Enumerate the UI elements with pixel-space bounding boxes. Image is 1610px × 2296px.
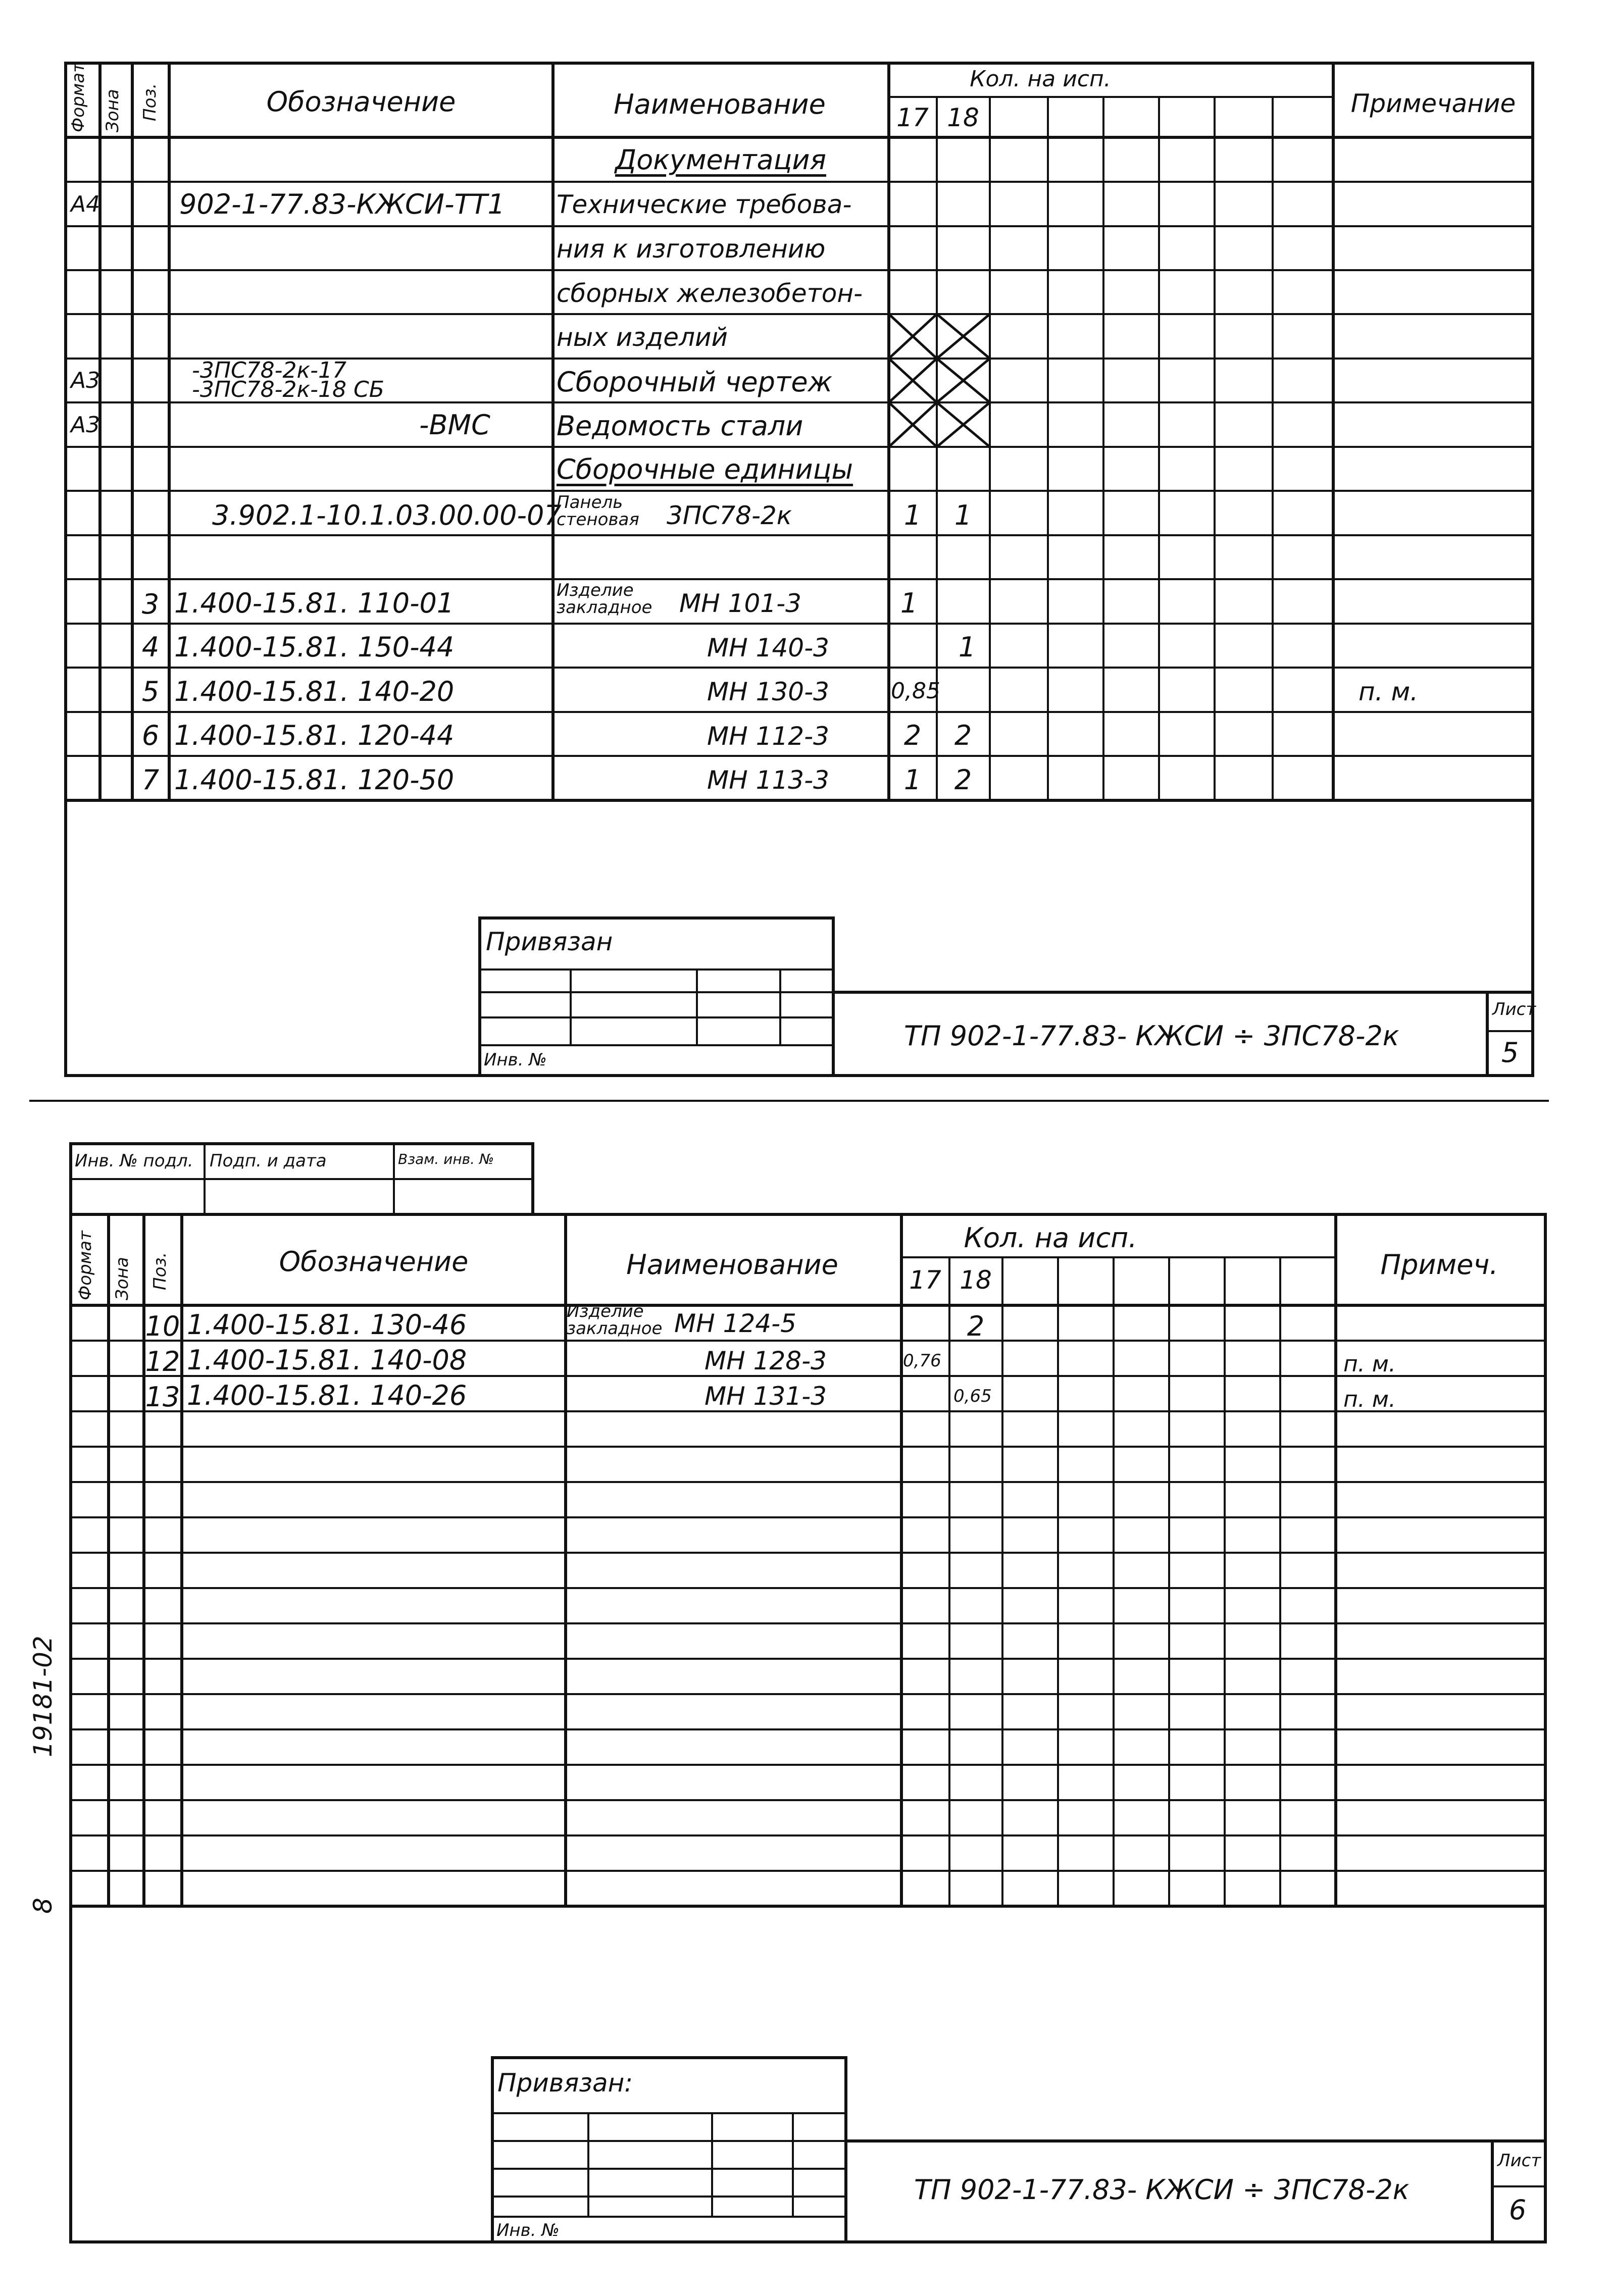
row-qty-17: 1 — [903, 764, 922, 796]
stamp-bound: Привязан: — [497, 2068, 633, 2098]
row-designation: 1.400-15.81. 150-44 — [174, 631, 455, 663]
row-name: МН 113-3 — [707, 766, 829, 795]
stamp-doc-number: ТП 902-1-77.83- КЖСИ ÷ 3ПС78-2к — [914, 2174, 1410, 2206]
row-pos: 7 — [141, 764, 160, 796]
margin-number: 8 — [28, 1898, 58, 1914]
header-qty-18: 18 — [947, 103, 979, 132]
header-zone: Зона — [112, 1257, 132, 1300]
header-qty-group: Кол. на исп. — [970, 66, 1111, 92]
stamp-sheet-number: 5 — [1501, 1037, 1519, 1068]
row-pos: 3 — [141, 588, 160, 620]
row-name: МН 140-3 — [707, 633, 829, 662]
row-pos: 10 — [145, 1310, 180, 1342]
stamp-inv: Инв. № — [484, 1050, 547, 1070]
row-format: А3 — [71, 412, 100, 438]
row-qty-17: 1 — [903, 499, 922, 531]
header-format: Формат — [75, 1231, 95, 1300]
row-name: Ведомость стали — [557, 410, 803, 442]
row-name-small: Панель стеновая — [557, 492, 639, 530]
stamp-sheet-number: 6 — [1508, 2194, 1527, 2226]
header-qty-group: Кол. на исп. — [964, 1222, 1137, 1254]
row-designation: 1.400-15.81. 130-46 — [187, 1309, 467, 1341]
row-name: МН 112-3 — [707, 722, 829, 751]
row-qty-17: 0,76 — [903, 1351, 941, 1371]
section-documentation: Документация — [615, 144, 826, 176]
header-qty-17: 17 — [909, 1265, 941, 1295]
row-name-small: Изделие закладное — [567, 1301, 663, 1339]
header-pos: Поз. — [140, 83, 160, 121]
header-name: Наименование — [614, 88, 826, 120]
row-designation: 1.400-15.81. 110-01 — [174, 587, 455, 619]
row-pos: 6 — [141, 720, 160, 751]
row-designation: 1.400-15.81. 140-08 — [187, 1344, 467, 1376]
row-name: МН 128-3 — [705, 1346, 827, 1375]
row-designation: -ВМС — [419, 409, 490, 441]
header-name: Наименование — [626, 1249, 838, 1281]
row-name: МН 131-3 — [705, 1382, 827, 1411]
row-designation: 1.400-15.81. 120-50 — [174, 764, 455, 796]
header-format: Формат — [68, 63, 88, 132]
row-qty-17: 1 — [900, 587, 918, 619]
margin-code: 19181-02 — [28, 1636, 58, 1757]
top-stamp-repl-inv: Взам. инв. № — [398, 1151, 494, 1167]
row-note: п. м. — [1359, 677, 1419, 706]
row-qty-18: 1 — [954, 499, 972, 531]
row-qty-18: 2 — [967, 1310, 985, 1342]
row-note: п. м. — [1343, 1351, 1396, 1377]
stamp-bound: Привязан — [486, 927, 613, 956]
row-qty-18: 1 — [958, 631, 976, 663]
row-format: А3 — [71, 368, 100, 393]
row-name-small: Изделие закладное — [557, 580, 652, 618]
header-qty-18: 18 — [960, 1265, 992, 1295]
row-designation: 1.400-15.81. 140-20 — [174, 676, 455, 707]
row-designation: -3ПС78-2к-17 — [192, 358, 346, 383]
row-qty-18: 0,65 — [953, 1386, 992, 1406]
stamp-doc-number: ТП 902-1-77.83- КЖСИ ÷ 3ПС78-2к — [904, 1020, 1399, 1052]
header-pos: Поз. — [150, 1252, 170, 1290]
row-qty-17: 2 — [903, 720, 922, 751]
header-note: Примечание — [1350, 89, 1516, 118]
row-designation-2: -3ПС78-2к-18 СБ — [192, 377, 384, 402]
row-name: МН 101-3 — [679, 589, 801, 618]
row-pos: 13 — [145, 1381, 180, 1413]
row-name: МН 124-5 — [674, 1309, 796, 1338]
row-name: Сборочный чертеж — [557, 366, 833, 398]
row-note: п. м. — [1343, 1387, 1396, 1412]
row-designation: 902-1-77.83-КЖСИ-ТТ1 — [179, 188, 505, 220]
row-designation: 1.400-15.81. 120-44 — [174, 720, 455, 751]
stamp-sheet-label: Лист — [1492, 999, 1536, 1019]
row-name: сборных железобетон- — [557, 279, 863, 308]
header-note: Примеч. — [1380, 1249, 1498, 1281]
row-qty-18: 2 — [954, 764, 972, 796]
row-pos: 12 — [145, 1346, 180, 1377]
row-qty-17: 0,85 — [891, 678, 940, 704]
row-designation: 1.400-15.81. 140-26 — [187, 1380, 467, 1411]
section-assembly-units: Сборочные единицы — [557, 453, 853, 485]
row-name: ных изделий — [557, 323, 728, 352]
row-pos: 5 — [141, 676, 160, 707]
header-designation: Обозначение — [279, 1246, 469, 1278]
header-designation: Обозначение — [266, 86, 456, 118]
row-format: А4 — [71, 191, 100, 217]
row-name: ния к изготовлению — [557, 234, 826, 264]
stamp-sheet-label: Лист — [1497, 2151, 1541, 2171]
header-qty-17: 17 — [896, 103, 929, 132]
row-designation: 3.902.1-10.1.03.00.00-07 — [212, 499, 562, 531]
row-name: МН 130-3 — [707, 677, 829, 706]
stamp-inv: Инв. № — [496, 2220, 560, 2240]
top-stamp-sign-date: Подп. и дата — [210, 1151, 327, 1171]
row-name: Технические требова- — [557, 190, 852, 219]
row-name: 3ПС78-2к — [667, 501, 792, 530]
header-zone: Зона — [103, 89, 123, 132]
top-stamp-inv-orig: Инв. № подл. — [75, 1151, 193, 1171]
row-pos: 4 — [141, 631, 160, 663]
row-qty-18: 2 — [954, 720, 972, 751]
